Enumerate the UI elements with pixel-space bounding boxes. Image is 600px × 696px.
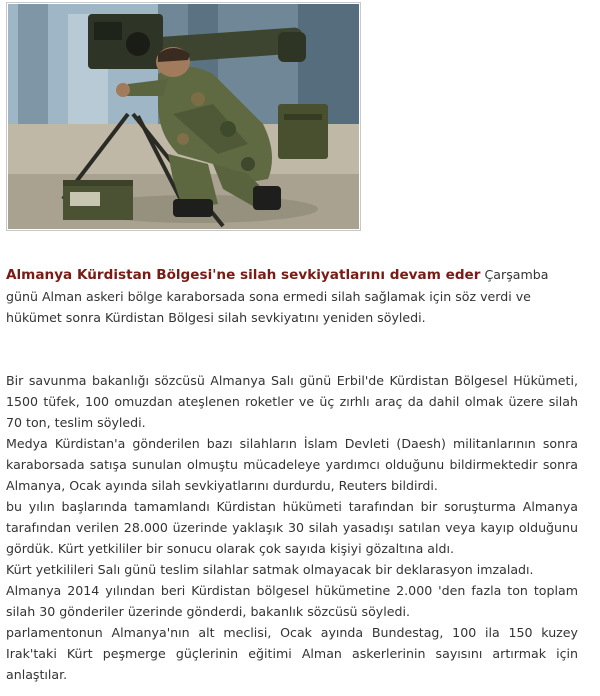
body-paragraph: bu yılın başlarında tamamlandı Kürdistan hükümeti tarafından bir soruşturma Almanya tarafından verilen 28.000 üzerinde yaklaşık 30 silah yasadışı satılan veya kayıp olduğunu gördük. Kürt yetkililer bir sonucu olarak çok sayıda kişiyi gözaltına aldı. bbox=[6, 499, 578, 556]
article-body bbox=[6, 264, 578, 685]
body-paragraph: Kürt yetkilileri Salı günü teslim silahlar satmak olmayacak bir deklarasyon imzaladı. bbox=[6, 562, 534, 577]
soldier-missile-launcher-image bbox=[8, 4, 359, 229]
article-photo bbox=[6, 2, 361, 231]
article-headline: Almanya Kürdistan Bölgesi'ne silah sevkiyatlarını devam eder bbox=[6, 267, 481, 283]
body-paragraph: Bir savunma bakanlığı sözcüsü Almanya Salı günü Erbil'de Kürdistan Bölgesel Hükümeti, 1500 tüfek, 100 omuzdan ateşlenen roketler ve üç zırhlı araç da dahil olmak üzere silah 70 ton, teslim söyledi. bbox=[6, 373, 578, 430]
lead-paragraph bbox=[6, 264, 578, 328]
lead-text: Çarşamba günü Alman askeri bölge karaborsada sona ermedi silah sağlamak için söz verdi ve hükümet sonra Kürdistan Bölgesi silah sevkiyatını yeniden söyledi. bbox=[6, 267, 549, 325]
body-paragraph: Medya Kürdistan'a gönderilen bazı silahların İslam Devleti (Daesh) militanlarının sonra karaborsada satışa sunulan olmuştu mücadeleye yardımcı olduğunu bildirmektedir sonra Almanya, Ocak ayında silah sevkiyatlarını durdurdu, Reuters bildirdi. bbox=[6, 436, 578, 493]
body-paragraph: Almanya 2014 yılından beri Kürdistan bölgesel hükümetine 2.000 'den fazla ton toplam silah 30 gönderiler üzerinde gönderdi, bakanlık sözcüsü söyledi. bbox=[6, 583, 578, 619]
body-paragraph: parlamentonun Almanya'nın alt meclisi, Ocak ayında Bundestag, 100 ila 150 kuzey Irak'taki Kürt peşmerge güçlerinin eğitimi Alman askerlerinin sayısını artırmak için anlaştılar. bbox=[6, 625, 578, 682]
paragraph-gap bbox=[6, 328, 578, 370]
